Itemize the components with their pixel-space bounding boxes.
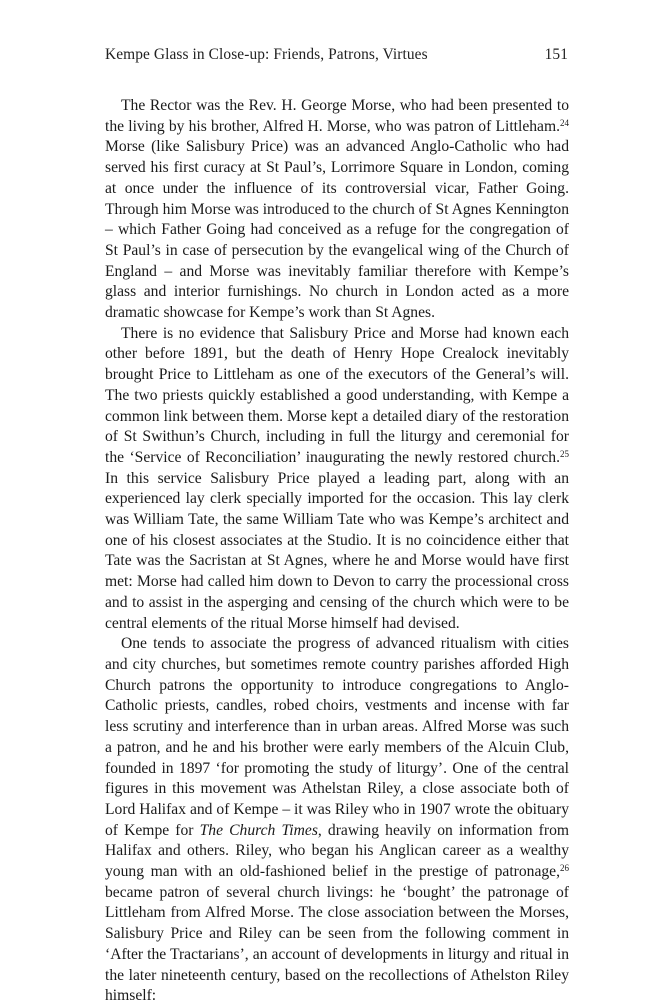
body-text (105, 96, 569, 1007)
paragraph-3 (105, 634, 569, 1007)
footnote-ref-24: 24 (560, 117, 569, 128)
running-title: Kempe Glass in Close-up: Friends, Patrons, Virtues (105, 46, 428, 63)
publication-title: The Church Times (199, 821, 318, 839)
paragraph-3-text-a: One tends to associate the progress of advanced ritualism with cities and city churches, but sometimes remote country parishes afforded High Church patrons the opportunity to introduce congregations to Anglo-Catholic priests, candles, robed choirs, vestments and incense with far less scrutiny and interference than in urban areas. Alfred Morse was such a patron, and he and his brother were early members of the Alcuin Club, founded in 1897 ‘for promoting the study of liturgy’. One of the central figures in this movement was Athelstan Riley, a close associate both of Lord Halifax and of Kempe – it was Riley who in 1907 wrote the obituary of Kempe for (105, 635, 569, 839)
paragraph-3-text-b: , drawing heavily on information from Halifax and others. Riley, who began his Anglican career as a wealthy young man with an old-fashioned belief in the prestige of patronage, (105, 821, 569, 881)
paragraph-1-text-b: Morse (like Salisbury Price) was an advanced Anglo-Catholic who had served his first curacy at St Paul’s, Lorrimore Square in London, coming at once under the influence of its controversial vicar, Father Going. Through him Morse was introduced to the church of St Agnes Kennington – which Father Going had conceived as a refuge for the congregation of St Paul’s in case of persecution by the evangelical wing of the Church of England – and Morse was inevitably familiar therefore with Kempe’s glass and interior furnishings. No church in London acted as a more dramatic showcase for Kempe’s work than St Agnes. (105, 138, 569, 322)
paragraph-2-text-a: There is no evidence that Salisbury Price and Morse had known each other before 1891, but the death of Henry Hope Crealock inevitably brought Price to Littleham as one of the executors of the General’s will. The two priests quickly established a good understanding, with Kempe a common link between them. Morse kept a detailed diary of the restoration of St Swithun’s Church, including in full the liturgy and ceremonial for the ‘Service of Reconciliation’ inaugurating the newly restored church. (105, 324, 569, 466)
paragraph-2-text-b: In this service Salisbury Price played a leading part, along with an experienced lay clerk specially imported for the occasion. This lay clerk was William Tate, the same William Tate who was Kempe’s architect and one of his closest associates at the Studio. It is no coincidence either that Tate was the Sacristan at St Agnes, where he and Morse would have first met: Morse had called him down to Devon to carry the processional cross and to assist in the asperging and censing of the church which were to be central elements of the ritual Morse himself had devised. (105, 469, 569, 632)
paragraph-1 (105, 96, 569, 324)
running-head (105, 46, 568, 68)
paragraph-3-text-c: became patron of several church livings: he ‘bought’ the patronage of Littleham from Alfred Morse. The close association between the Morses, Salisbury Price and Riley can be seen from the following comment in ‘After the Tractarians’, an account of developments in liturgy and ritual in the later nineteenth century, based on the recollections of Athelston Riley himself: (105, 883, 569, 1005)
paragraph-1-text-a: The Rector was the Rev. H. George Morse, who had been presented to the living by his brother, Alfred H. Morse, who was patron of Littleham. (105, 97, 569, 135)
page-number: 151 (544, 46, 568, 63)
footnote-ref-25: 25 (560, 448, 569, 459)
paragraph-2 (105, 324, 569, 635)
footnote-ref-26: 26 (560, 863, 569, 874)
